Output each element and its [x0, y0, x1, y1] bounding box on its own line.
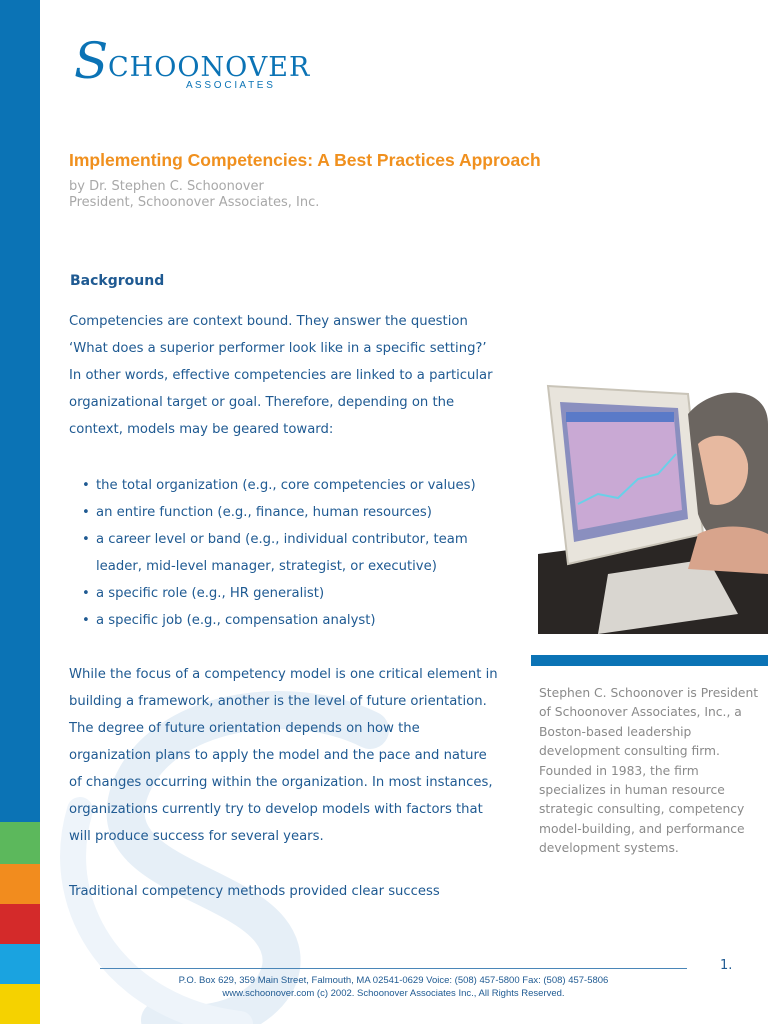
list-item-text: the total organization (e.g., core competencies or values): [96, 478, 476, 493]
green-swatch: [0, 822, 40, 864]
list-item: [82, 526, 502, 580]
list-item-text: a specific job (e.g., compensation analyst): [96, 613, 376, 628]
bullet-icon: •: [82, 613, 90, 628]
logo-tagline: A S S O C I A T E S: [186, 80, 273, 91]
footer-copyright: www.schoonover.com (c) 2002. Schoonover Associates Inc., All Rights Reserved.: [222, 988, 565, 999]
paragraph-3: Traditional competency methods provided clear success: [69, 884, 440, 899]
byline-position: President, Schoonover Associates, Inc.: [69, 195, 320, 210]
list-item-text: an entire function (e.g., finance, human resources): [96, 505, 432, 520]
article-title: Implementing Competencies: A Best Practices Approach: [69, 150, 541, 170]
computer-user-photo: [538, 384, 768, 634]
footer-address: P.O. Box 629, 359 Main Street, Falmouth, MA 02541-0629 Voice: (508) 457-5800 Fax: (508) 457-5806: [178, 975, 609, 986]
paragraph-1: Competencies are context bound. They answer the question ‘What does a superior performer look like in a specific setting?’ In other words, effective competencies are linked to a particular organizational target or goal. Therefore, depending on the context, models may be geared toward:: [69, 314, 493, 437]
cyan-swatch: [0, 944, 40, 984]
bullet-icon: •: [82, 532, 90, 547]
list-item: [82, 472, 502, 499]
bullet-icon: •: [82, 478, 90, 493]
yellow-swatch: [0, 984, 40, 1024]
page-number: 1.: [720, 958, 733, 973]
list-item-text: a career level or band (e.g., individual contributor, team leader, mid-level manager, strategist, or executive): [96, 532, 468, 574]
logo-name: CHOONOVER: [108, 52, 311, 83]
byline: [69, 179, 319, 211]
company-logo: [74, 36, 364, 96]
orange-swatch: [0, 864, 40, 904]
red-swatch: [0, 904, 40, 944]
bullet-icon: •: [82, 586, 90, 601]
bullet-icon: •: [82, 505, 90, 520]
author-bio: Stephen C. Schoonover is President of Schoonover Associates, Inc., a Boston-based leadership development consulting firm. Founded in 1983, the firm specializes in human resource strategic consulting, competency model-building, and performance development systems.: [539, 686, 759, 856]
section-heading: Background: [70, 273, 165, 289]
list-item: [82, 580, 502, 607]
footer-rule: [100, 968, 687, 969]
logo-initial-glyph: S: [74, 36, 109, 90]
bio-divider-bar: [531, 655, 768, 666]
bullet-list: [82, 472, 502, 634]
list-item-text: a specific role (e.g., HR generalist): [96, 586, 325, 601]
paragraph-2: While the focus of a competency model is one critical element in building a framework, another is the level of future orientation. The degree of future orientation depends on how the organization plans to apply the model and the pace and nature of changes occurring within the organization. In most instances, organizations currently try to develop models with factors that will produce success for several years.: [69, 667, 498, 844]
list-item: [82, 499, 502, 526]
byline-author: by Dr. Stephen C. Schoonover: [69, 179, 264, 194]
list-item: [82, 607, 502, 634]
